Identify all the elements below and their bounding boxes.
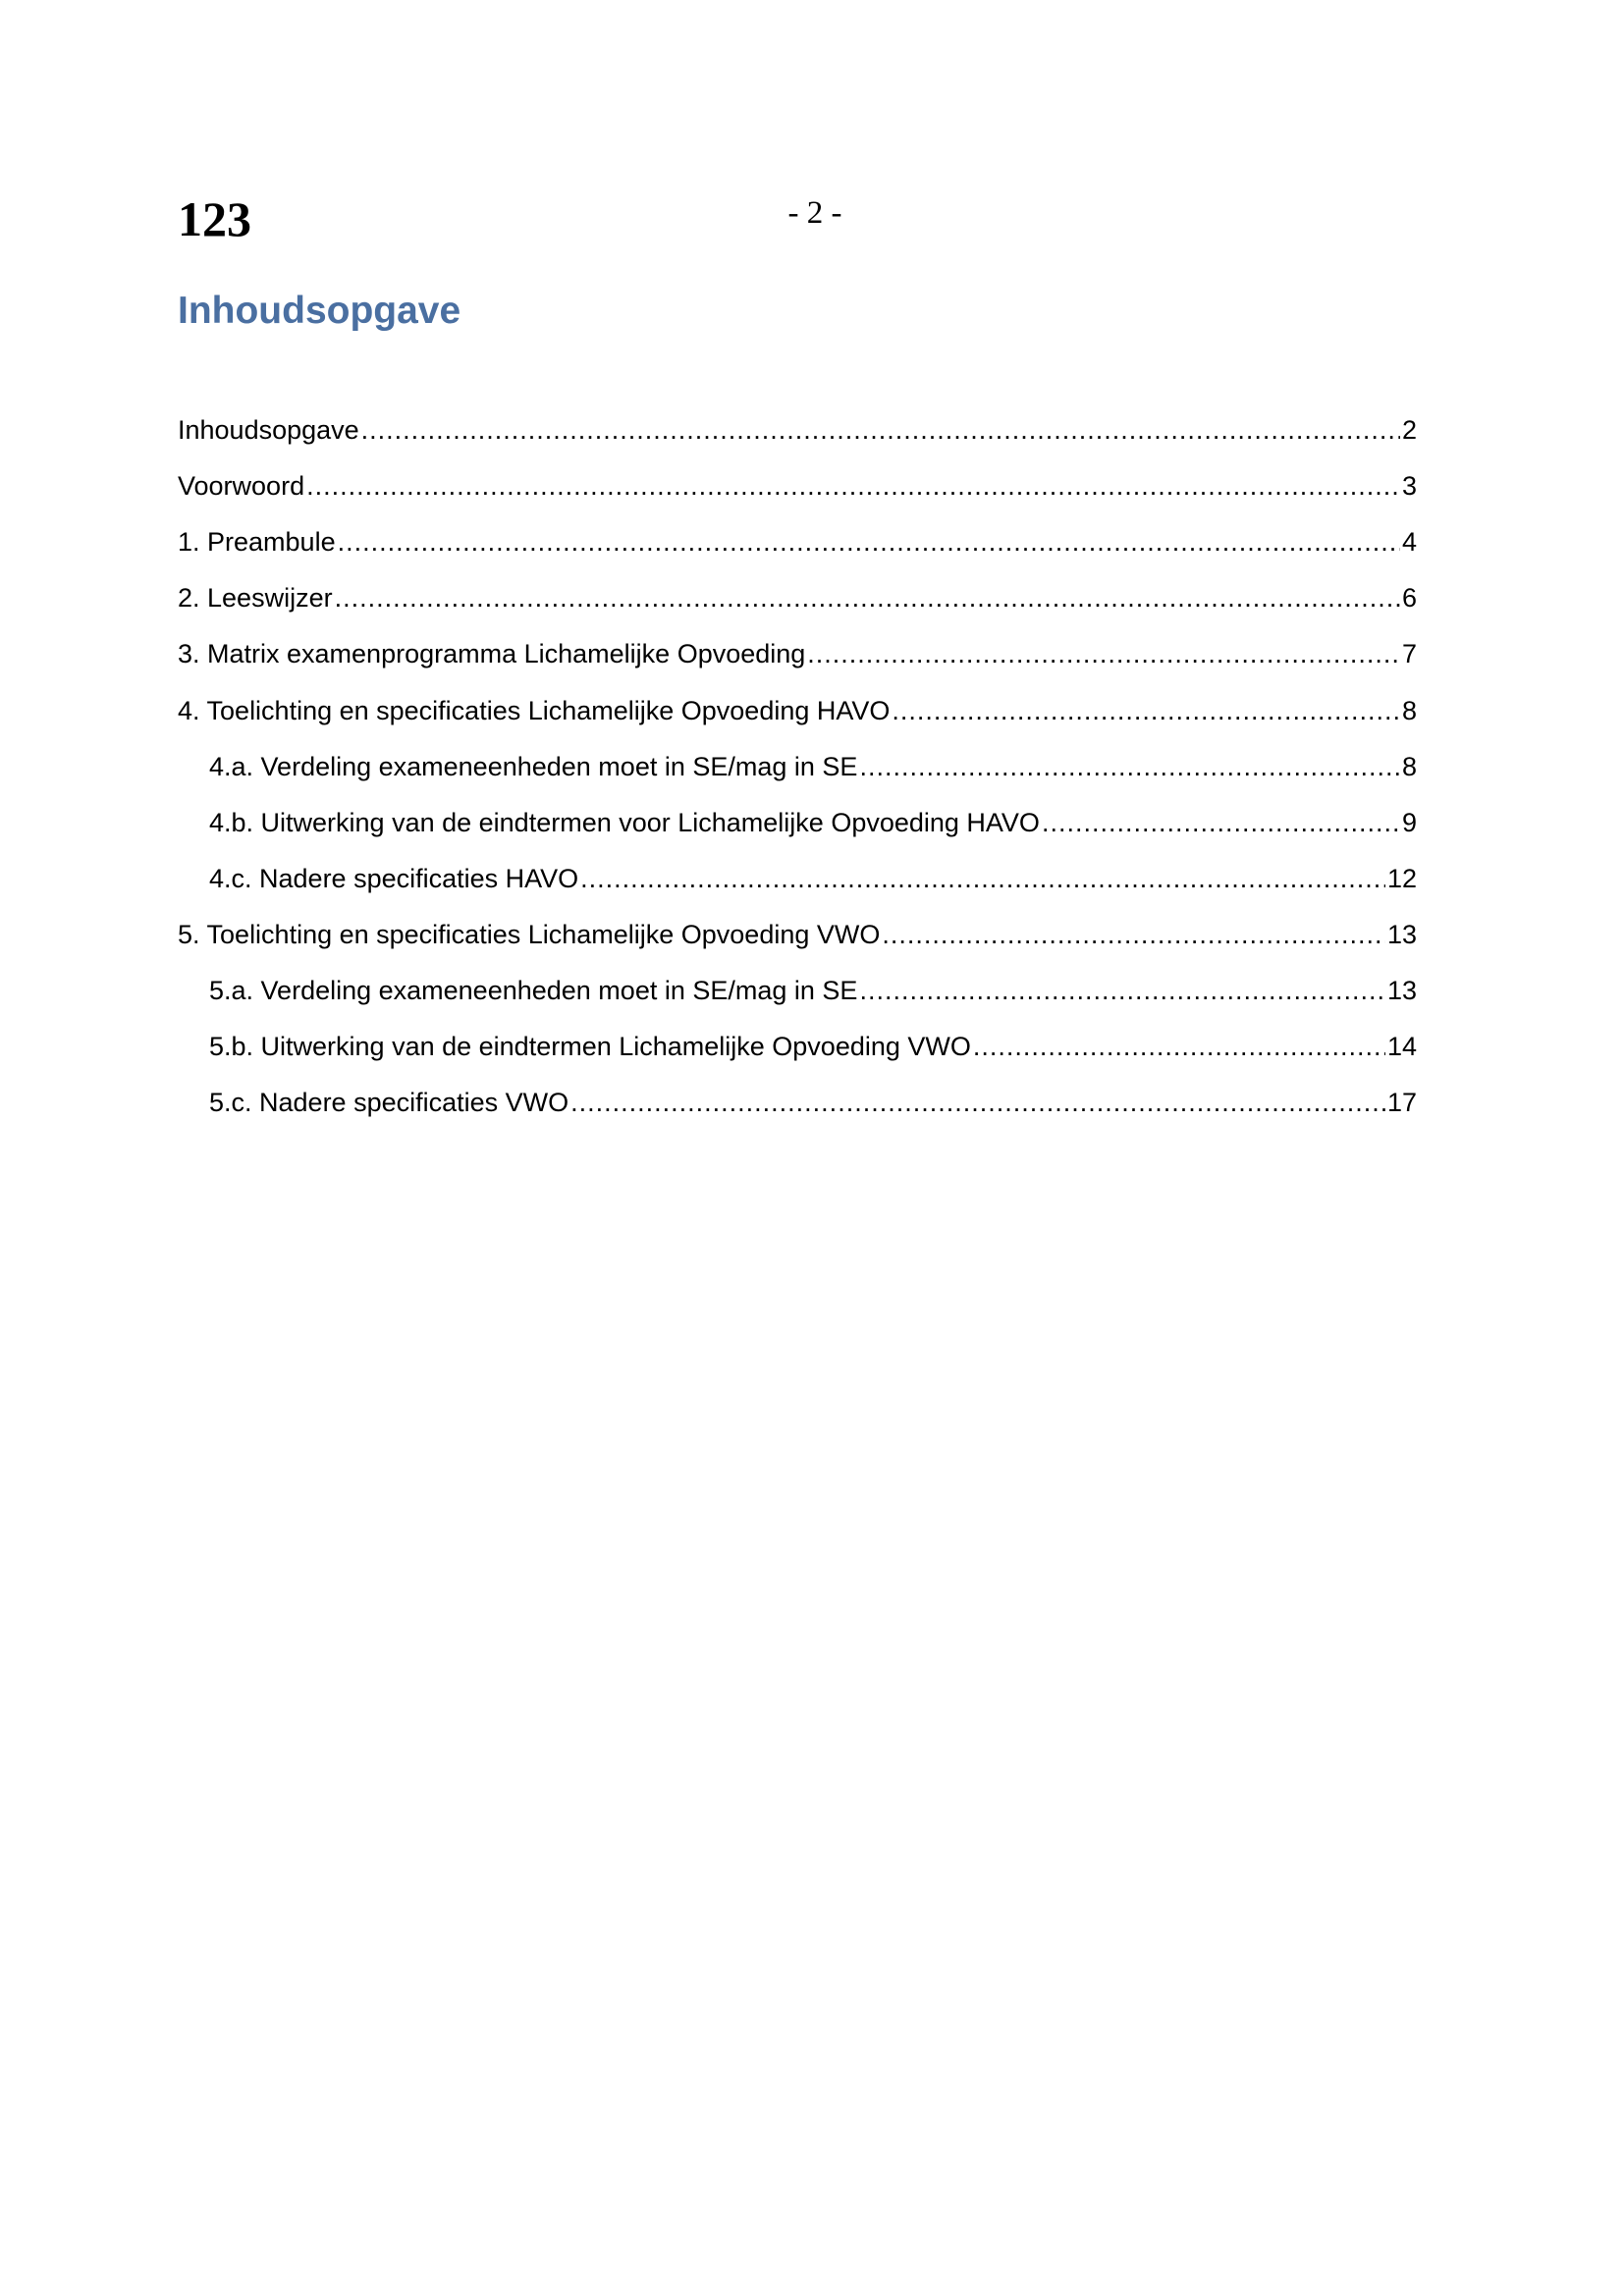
toc-entry-page: 2 (1401, 415, 1417, 445)
toc-dot-leader (580, 859, 1385, 898)
toc-entry-page: 7 (1401, 639, 1417, 668)
page-number: - 2 - (787, 195, 842, 231)
toc-entry-label: 4.a. Verdeling exameneenheden moet in SE/mag in SE (209, 752, 858, 781)
document-number: 123 (178, 191, 251, 246)
toc-entry[interactable] (178, 410, 1417, 450)
toc-entry-page: 4 (1401, 527, 1417, 557)
toc-entry-page: 3 (1401, 471, 1417, 501)
toc-entry-label: 4.b. Uitwerking van de eindtermen voor Lichamelijke Opvoeding HAVO (209, 808, 1040, 837)
toc-dot-leader (1042, 803, 1400, 842)
toc-entry-label: 5.b. Uitwerking van de eindtermen Lichamelijke Opvoeding VWO (209, 1032, 971, 1061)
toc-entry-page: 12 (1386, 864, 1417, 893)
toc-entry-label: Inhoudsopgave (178, 415, 359, 445)
toc-entry-label: 5. Toelichting en specificaties Lichamelijke Opvoeding VWO (178, 920, 881, 949)
toc-entry[interactable] (209, 859, 1417, 898)
toc-heading: Inhoudsopgave (178, 290, 461, 332)
toc-dot-leader (859, 971, 1385, 1010)
toc-entry-page: 8 (1401, 696, 1417, 725)
toc-dot-leader (306, 466, 1400, 506)
toc-dot-leader (892, 691, 1400, 730)
toc-dot-leader (882, 915, 1385, 954)
toc-entry-page: 13 (1386, 976, 1417, 1005)
toc-entry[interactable] (178, 466, 1417, 506)
toc-entry[interactable] (209, 1027, 1417, 1066)
toc-dot-leader (338, 522, 1400, 561)
toc-entry[interactable] (178, 915, 1417, 954)
toc-entry-page: 14 (1386, 1032, 1417, 1061)
toc-dot-leader (570, 1083, 1385, 1122)
toc-entry-label: 4.c. Nadere specificaties HAVO (209, 864, 579, 893)
toc-entry-label: 1. Preambule (178, 527, 336, 557)
toc-entry[interactable] (209, 1083, 1417, 1122)
toc-entry-label: 4. Toelichting en specificaties Lichamelijke Opvoeding HAVO (178, 696, 891, 725)
toc-dot-leader (361, 410, 1400, 450)
toc-entry-page: 13 (1386, 920, 1417, 949)
toc-dot-leader (973, 1027, 1385, 1066)
toc-entry-label: 5.a. Verdeling exameneenheden moet in SE/mag in SE (209, 976, 858, 1005)
toc-entry-page: 17 (1386, 1088, 1417, 1117)
toc-dot-leader (335, 578, 1400, 617)
toc-entry[interactable] (209, 971, 1417, 1010)
toc-entry[interactable] (178, 578, 1417, 617)
toc-entry-page: 8 (1401, 752, 1417, 781)
toc-entry[interactable] (178, 691, 1417, 730)
toc-entry-page: 6 (1401, 583, 1417, 613)
toc-entry-page: 9 (1401, 808, 1417, 837)
toc-dot-leader (807, 634, 1400, 673)
toc-entry-label: 2. Leeswijzer (178, 583, 333, 613)
toc-entry-label: 3. Matrix examenprogramma Lichamelijke Opvoeding (178, 639, 806, 668)
toc-dot-leader (859, 747, 1400, 786)
toc-entry[interactable] (209, 803, 1417, 842)
toc-entry-label: 5.c. Nadere specificaties VWO (209, 1088, 569, 1117)
toc-entry-label: Voorwoord (178, 471, 305, 501)
toc-entry[interactable] (178, 522, 1417, 561)
toc-entry[interactable] (178, 634, 1417, 673)
toc-entry[interactable] (209, 747, 1417, 786)
